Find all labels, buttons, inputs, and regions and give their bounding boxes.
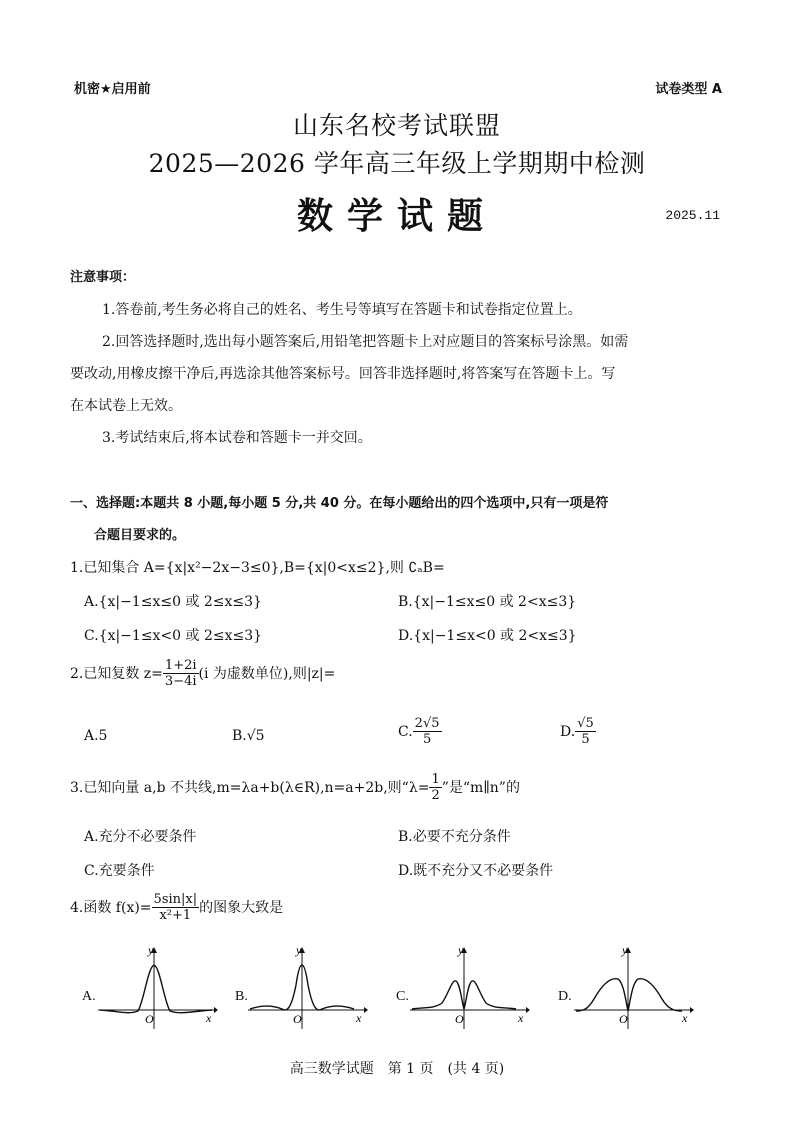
question-2-prefix: 2.已知复数 z= — [70, 665, 163, 682]
section-1-heading-cont: 合题目要求的。 — [94, 528, 186, 543]
question-2-option-d — [560, 716, 596, 747]
page-footer: 高三数学试题 第 1 页 (共 4 页) — [289, 1061, 505, 1077]
fraction-numerator: 5sin|x| — [153, 892, 198, 907]
question-1-option-c: C.{x|−1≤x<0 或 2≤x≤3} — [84, 628, 263, 644]
fraction-denominator: x²+1 — [159, 908, 192, 923]
graph-a-label: A. — [82, 989, 96, 1004]
question-2-fraction — [163, 658, 199, 689]
fraction-numerator: 1 — [431, 772, 440, 787]
graph-d-label: D. — [558, 989, 572, 1004]
question-4-fraction — [152, 892, 200, 923]
option-letter: D. — [560, 723, 576, 740]
question-4-suffix: 的图象大致是 — [199, 899, 284, 916]
question-3-option-d: D.既不充分又不必要条件 — [398, 863, 554, 879]
question-2-option-b — [232, 728, 265, 744]
section-1-heading: 一、选择题:本题共 8 小题,每小题 5 分,共 40 分。在每小题给出的四个选项中,只有一项是符 — [70, 496, 609, 511]
fraction-numerator: 2√5 — [414, 716, 440, 731]
fraction-denominator: 3−4i — [164, 674, 197, 689]
fraction-denominator: 2 — [431, 788, 440, 803]
origin-label: O — [293, 1012, 302, 1026]
option-letter: B. — [232, 728, 247, 744]
question-3-stem — [70, 772, 520, 803]
notice-item-1: 1.答卷前,考生务必将自己的姓名、考生号等填写在答题卡和试卷指定位置上。 — [102, 302, 582, 318]
question-3-option-c: C.充要条件 — [84, 863, 155, 879]
graph-b-label: B. — [235, 989, 248, 1004]
notice-item-2c: 在本试卷上无效。 — [70, 398, 182, 414]
graph-c-label: C. — [396, 989, 409, 1004]
question-3-prefix: 3.已知向量 a,b 不共线,m=λa+b(λ∈R),n=a+2b,则“λ= — [70, 779, 430, 796]
origin-label: O — [455, 1012, 464, 1026]
fraction-denominator: 5 — [581, 732, 590, 747]
notice-item-3: 3.考试结束后,将本试卷和答题卡一并交回。 — [102, 430, 372, 446]
paper-type-label: 试卷类型 A — [655, 82, 722, 97]
notice-heading: 注意事项： — [70, 270, 136, 285]
graph-a — [98, 945, 218, 1030]
option-letter: C. — [398, 723, 413, 740]
question-1-stem: 1.已知集合 A={x|x²−2x−3≤0},B={x|0<x≤2},则 ∁ₐB= — [70, 560, 445, 576]
question-2-suffix: (i 为虚数单位),则|z|= — [198, 665, 336, 682]
fraction-denominator: 5 — [422, 732, 432, 747]
notice-item-2a: 2.回答选择题时,选出每小题答案后,用铅笔把答题卡上对应题目的答案标号涂黑。如需 — [102, 334, 629, 350]
x-axis-label: x — [356, 1011, 362, 1025]
y-axis-label: y — [622, 945, 628, 957]
question-1-option-a: A.{x|−1≤x≤0 或 2≤x≤3} — [84, 594, 262, 610]
graph-d — [574, 945, 694, 1030]
question-2-option-a: A.5 — [84, 728, 108, 744]
question-3-fraction — [429, 772, 441, 803]
question-3-suffix: ”是“m∥n”的 — [441, 779, 520, 796]
x-axis-arrow — [690, 1007, 694, 1013]
x-axis-label: x — [518, 1011, 524, 1025]
y-axis-label: y — [458, 945, 464, 957]
origin-label: O — [619, 1012, 628, 1026]
question-4-prefix: 4.函数 f(x)= — [70, 899, 152, 916]
question-1-option-d: D.{x|−1≤x<0 或 2<x≤3} — [398, 628, 577, 644]
option-fraction — [575, 716, 596, 747]
x-axis-arrow — [214, 1007, 218, 1013]
option-value: √5 — [246, 728, 265, 744]
question-2-option-c — [398, 716, 442, 747]
y-axis-label: y — [296, 945, 302, 957]
x-axis-arrow — [526, 1007, 530, 1013]
exam-term-title: 2025—2026 学年高三年级上学期期中检测 — [148, 149, 646, 178]
question-2-stem — [70, 658, 335, 689]
question-3-option-b: B.必要不充分条件 — [398, 829, 511, 845]
exam-date: 2025.11 — [665, 208, 720, 223]
exam-union-title: 山东名校考试联盟 — [292, 111, 501, 140]
notice-item-2b: 要改动,用橡皮擦干净后,再选涂其他答案标号。回答非选择题时,将答案写在答题卡上。写 — [70, 366, 616, 382]
question-1-option-b: B.{x|−1≤x≤0 或 2<x≤3} — [398, 594, 577, 610]
x-axis-arrow — [364, 1007, 368, 1013]
subject-title: 数学试题 — [296, 196, 497, 237]
graph-b — [248, 945, 368, 1030]
origin-label: O — [145, 1012, 154, 1026]
x-axis-label: x — [682, 1011, 688, 1025]
graph-c — [410, 945, 530, 1030]
function-curve — [576, 979, 682, 1011]
y-axis-label: y — [148, 945, 154, 957]
confidential-label: 机密★启用前 — [74, 82, 151, 97]
option-fraction — [413, 716, 442, 747]
fraction-numerator: √5 — [577, 716, 594, 731]
question-4-stem — [70, 892, 283, 923]
function-curve — [100, 965, 212, 1013]
question-3-option-a: A.充分不必要条件 — [84, 829, 197, 845]
fraction-numerator: 1+2i — [164, 658, 197, 673]
x-axis-label: x — [206, 1011, 212, 1025]
